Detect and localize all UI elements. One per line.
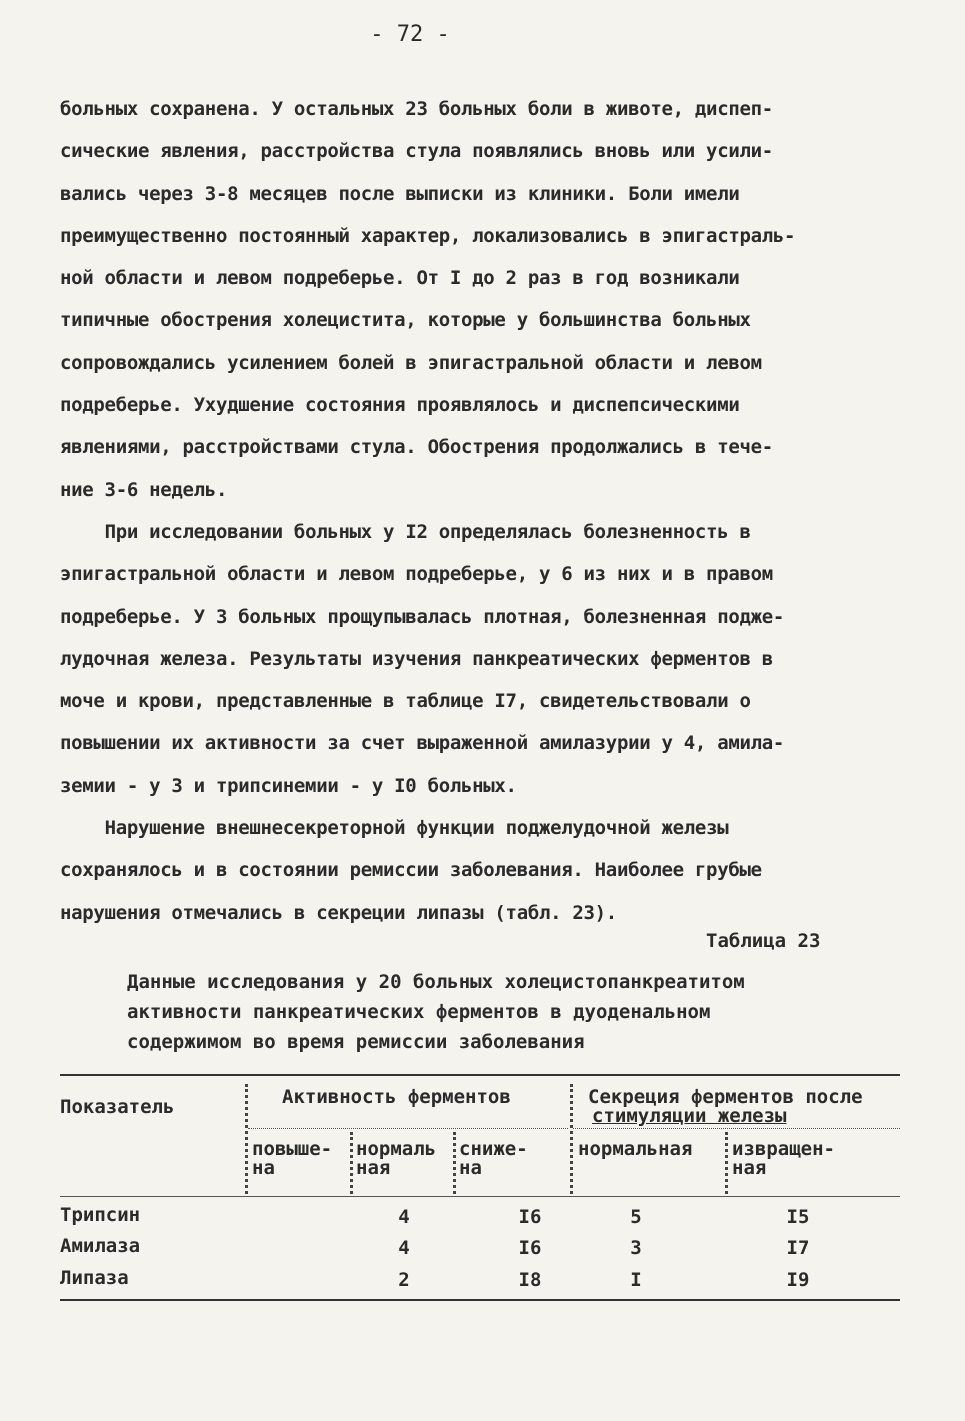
body-text [60, 88, 895, 934]
sub-decreased: сниже- на [459, 1138, 528, 1179]
table-caption: Данные исследования у 20 больных холецистопанкреатитом активности панкреатических ферментов в дуоденальном содержимом во время ремиссии заболевания [127, 971, 745, 1053]
cell-secretion-normal: I [630, 1269, 642, 1291]
table-bottom-rule [60, 1299, 900, 1301]
divider [453, 1132, 456, 1194]
header-enzyme-activity: Активность ферментов [282, 1086, 511, 1108]
sub-divider [248, 1128, 568, 1129]
table-header-rule [60, 1196, 900, 1197]
row-name: Амилаза [60, 1235, 141, 1257]
cell-normal: 4 [398, 1206, 410, 1228]
sub-perverted: извращен- ная [732, 1138, 835, 1179]
divider [350, 1132, 353, 1194]
row-name: Липаза [60, 1267, 129, 1289]
cell-decreased: I8 [518, 1269, 542, 1291]
sub-divider [573, 1128, 900, 1129]
header-indicator: Показатель [60, 1096, 175, 1118]
divider [725, 1132, 728, 1194]
sub-normal: нормаль ная [356, 1138, 437, 1179]
cell-perverted: I9 [786, 1269, 810, 1291]
paragraph-3: Нарушение внешнесекреторной функции поджелудочной железы сохранялось и в состоянии ремиссии заболевания. Наиболее грубые нарушения отмечались в секреции липазы (табл. 23). [60, 817, 762, 924]
cell-normal: 2 [398, 1269, 410, 1291]
cell-decreased: I6 [518, 1237, 542, 1259]
sub-secretion-normal: нормальная [578, 1138, 693, 1160]
enzyme-table [60, 1074, 900, 1304]
cell-decreased: I6 [518, 1206, 542, 1228]
table-label: Таблица 23 [706, 930, 821, 952]
sub-increased: повыше- на [252, 1138, 333, 1179]
paragraph-2: При исследовании больных у I2 определялась болезненность в эпигастральной области и левом подреберье, у 6 из них и в правом подреберье. У 3 больных прощупывалась плотная, болезненная подже- лудочная железа. Результаты изучения панкреатических ферментов в моче и крови, представленные в таблице I7, свидетельствовали о повышении их активности за счет выраженной амилазурии у 4, амила- земии - у 3 и трипсинемии - у I0 больных. [60, 520, 785, 797]
table-top-rule [60, 1074, 900, 1076]
cell-perverted: I5 [786, 1206, 810, 1228]
paragraph-1: больных сохранена. У остальных 23 больных боли в животе, диспеп- сические явления, расстройства стула появлялись вновь или усили- вались через 3-8 месяцев после выписки из клиники. Боли имели преимущественно постоянный характер, локализовались в эпигастраль- ной области и левом подреберье. От I до 2 раз в год возникали типичные обострения холецистита, которые у большинства больных сопровождались усилением болей в эпигастральной области и левом подреберье. Ухудшение состояния проявлялось и диспепсическими явлениями, расстройствами стула. Обострения продолжались в тече- ние 3-6 недель. [60, 98, 796, 501]
divider [245, 1084, 248, 1194]
header-secretion-line2: стимуляции железы [592, 1105, 787, 1127]
divider [570, 1084, 573, 1194]
page-number: - 72 - [370, 22, 450, 47]
cell-secretion-normal: 5 [630, 1206, 642, 1228]
cell-normal: 4 [398, 1237, 410, 1259]
cell-perverted: I7 [786, 1237, 810, 1259]
row-name: Трипсин [60, 1204, 141, 1226]
header-secretion: Секреция ферментов после [588, 1086, 863, 1108]
cell-secretion-normal: 3 [630, 1237, 642, 1259]
